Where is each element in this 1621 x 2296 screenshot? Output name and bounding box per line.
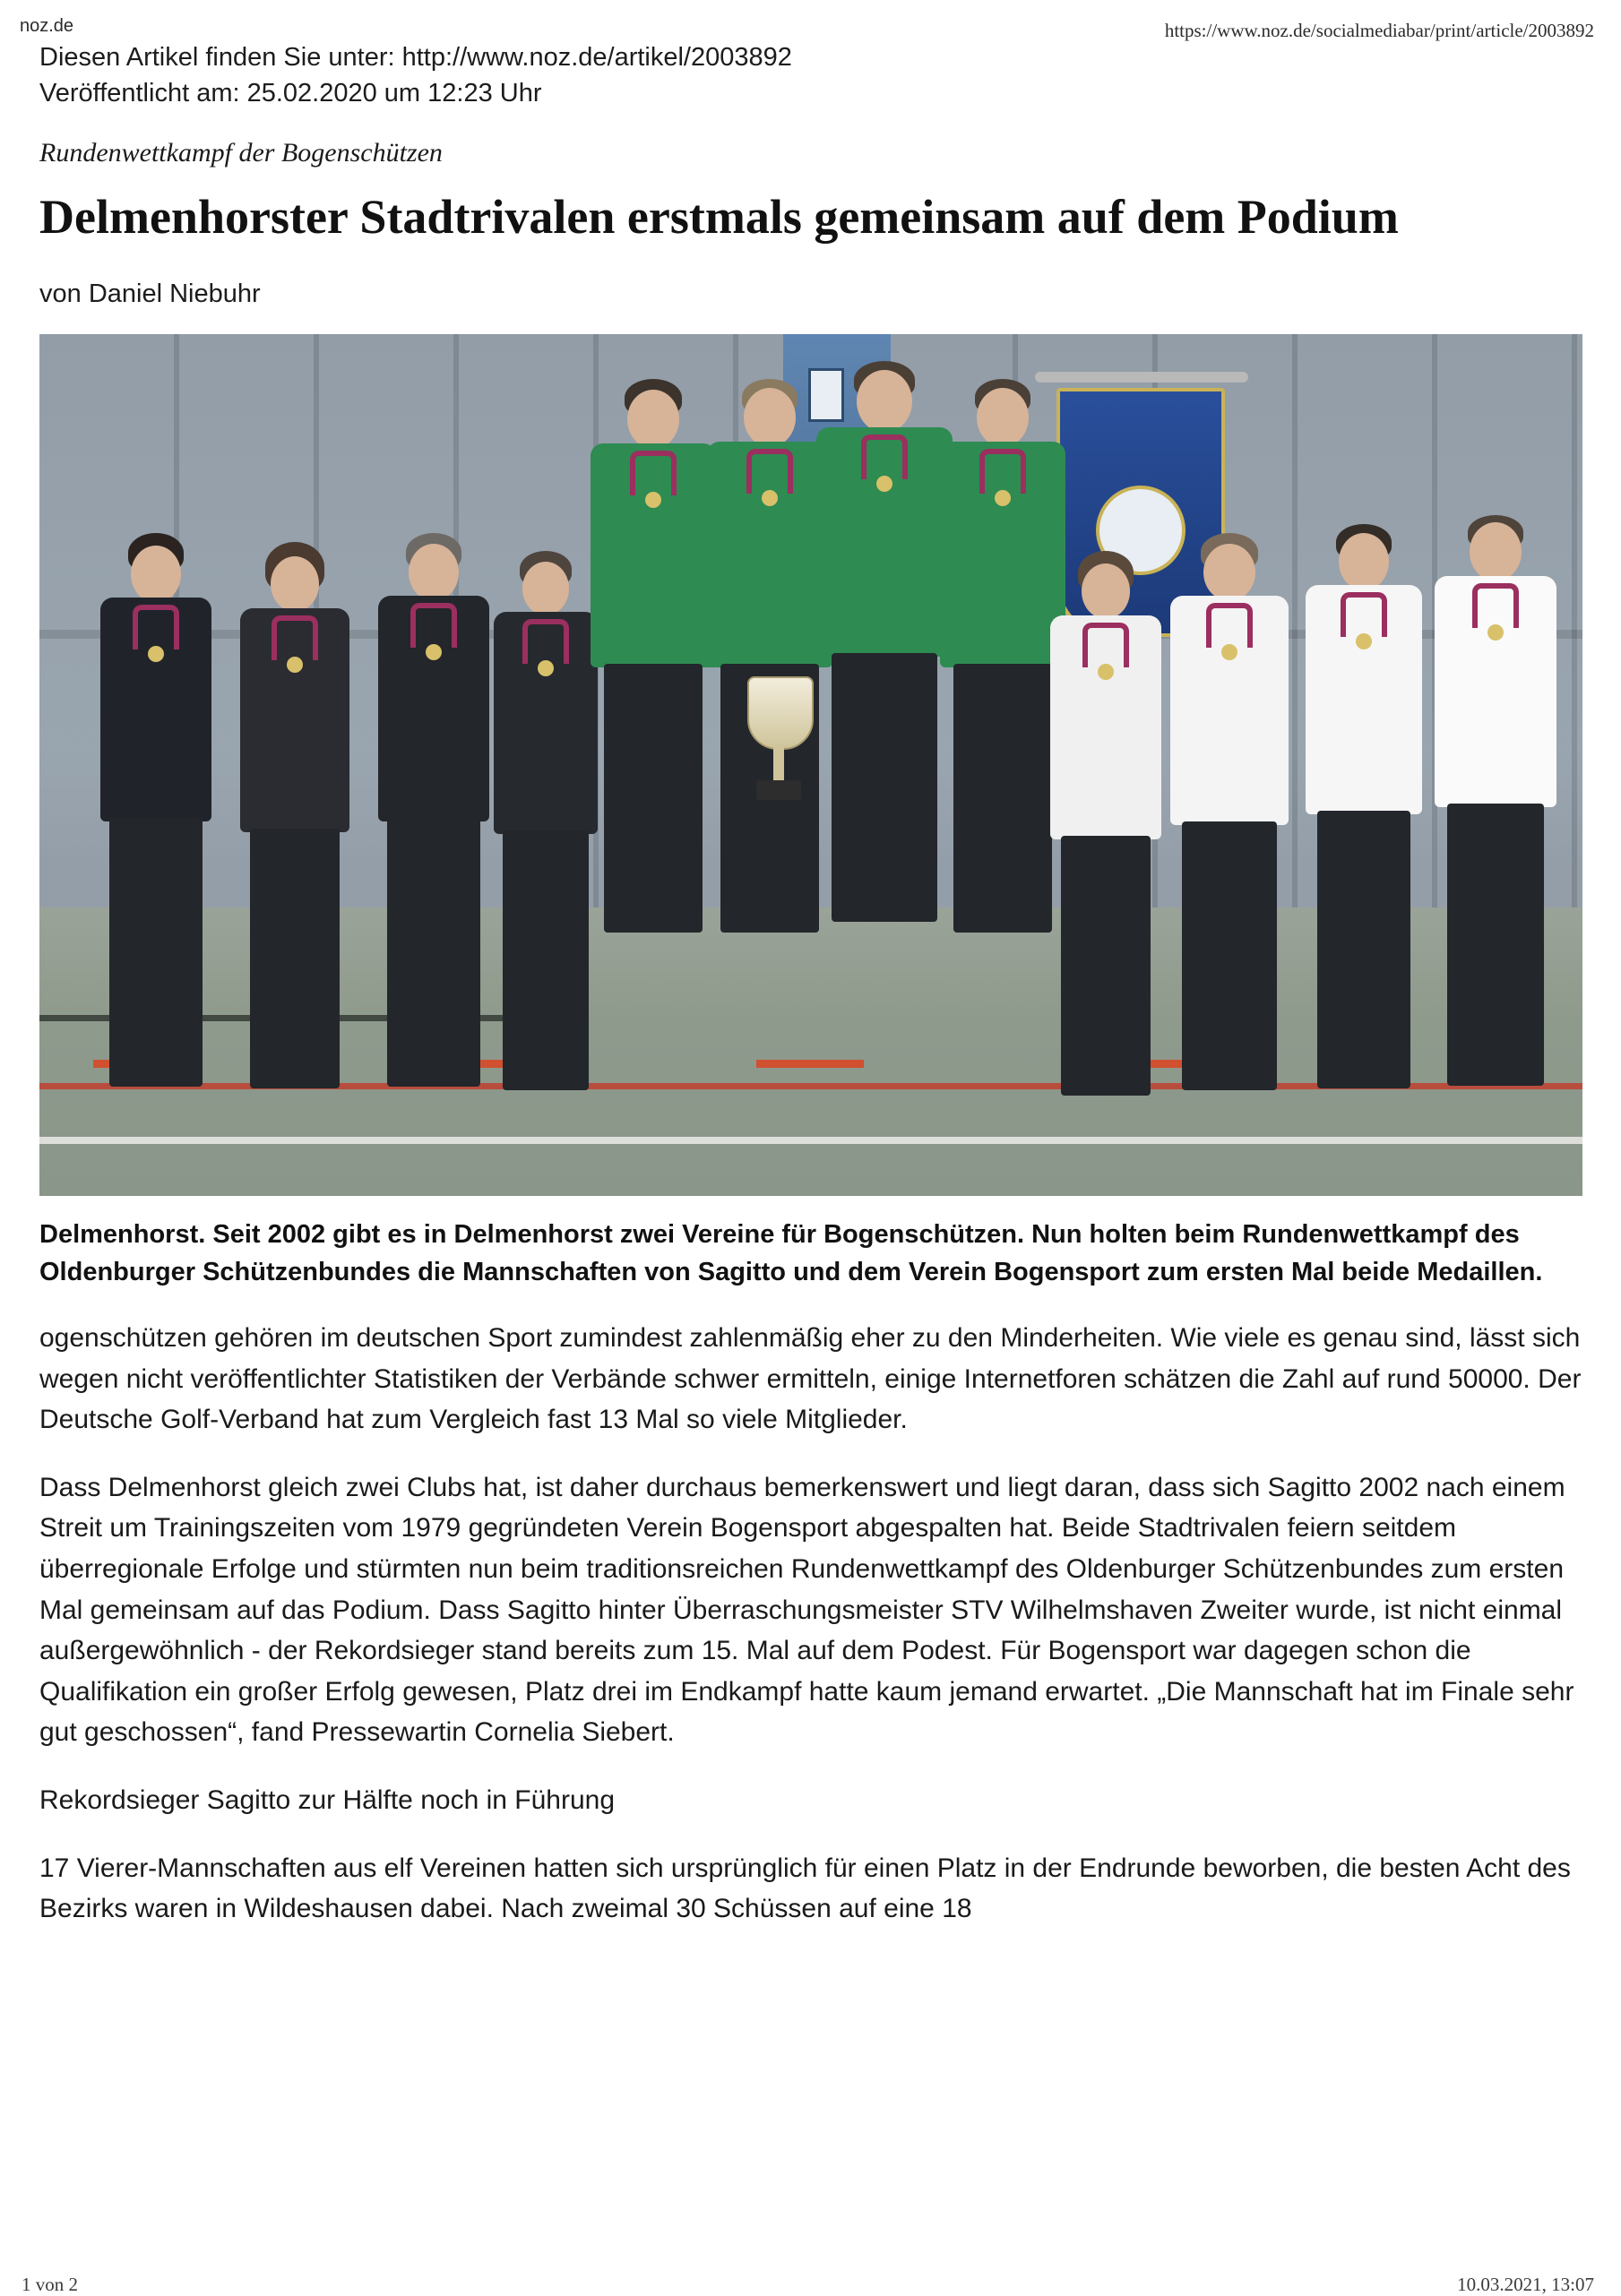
article-paragraph: ogenschützen gehören im deutschen Sport zumindest zahlenmäßig eher zu den Minderheiten. Wie viele es genau sind, lässt sich wegen nicht veröffentlichter Statistiken der Verbände schwer ermitteln, einige Internetforen schätzen die Zahl auf rund 50000. Der Deutsche Golf-Verband hat zum Vergleich fast 13 Mal so viele Mitglieder. <box>39 1323 1582 1435</box>
article-published-line: Veröffentlicht am: 25.02.2020 um 12:23 Uhr <box>39 79 542 108</box>
trophy-cup <box>747 676 814 750</box>
person <box>371 533 496 1088</box>
print-header-url: https://www.noz.de/socialmediabar/print/article/2003892 <box>1164 20 1594 41</box>
article-paragraph: Dass Delmenhorst gleich zwei Clubs hat, ist daher durchaus bemerkenswert und liegt daran, dass sich Sagitto 2002 nach einem Streit um Trainingszeiten vom 1979 gegründeten Verein Bogensport abgespalten hat. Beide Stadtrivalen feiern seitdem überregionale Erfolge und stürmten nun beim traditionsreichen Rundenwettkampf des Oldenburger Schützenbundes zum ersten Mal gemeinsam auf das Podium. Dass Sagitto hinter Überraschungsmeister STV Wilhelmshaven Zweiter wurde, ist nicht einmal außergewöhnlich - der Rekordsieger stand bereits zum 15. Mal auf dem Podest. Für Bogensport war dagegen schon die Qualifikation ein großer Erfolg gewesen, Platz drei im Endkampf hatte kaum jemand erwartet. „Die Mannschaft hat im Finale sehr gut geschossen“, fand Pressewartin Cornelia Siebert. <box>39 1472 1574 1748</box>
footer-page-label: 1 von 2 <box>22 2274 78 2295</box>
trophy <box>747 676 810 811</box>
page-title: Delmenhorster Stadtrivalen erstmals gemeinsam auf dem Podium <box>39 190 1399 245</box>
person <box>93 533 219 1088</box>
article-subheading: Rekordsieger Sagitto zur Hälfte noch in Führung <box>39 1784 616 1815</box>
article-kicker: Rundenwettkampf der Bogenschützen <box>39 138 443 168</box>
person <box>1164 533 1294 1088</box>
person <box>1043 551 1168 1088</box>
floor-line-white <box>39 1137 1582 1144</box>
article-photo <box>39 334 1582 1196</box>
article-byline: von Daniel Niebuhr <box>39 279 261 308</box>
trophy-stem <box>773 746 784 782</box>
print-header-site: noz.de <box>20 16 74 36</box>
person <box>232 542 358 1088</box>
trophy-base <box>756 780 801 800</box>
print-header <box>0 16 1621 47</box>
person <box>1428 515 1563 1088</box>
article-source-line: Diesen Artikel finden Sie unter: http://www.noz.de/artikel/2003892 <box>39 43 792 72</box>
floor-dash <box>756 1060 864 1068</box>
person-podium <box>586 379 720 1006</box>
photo-caption: Delmenhorst. Seit 2002 gibt es in Delmenhorst zwei Vereine für Bogenschützen. Nun holten beim Rundenwettkampf des Oldenburger Schützenbundes die Mannschaften von Sagitto und dem Verein Bogensport zum ersten Mal beide Medaillen. <box>39 1219 1543 1286</box>
person <box>1298 524 1428 1088</box>
article-paragraph: 17 Vierer-Mannschaften aus elf Vereinen hatten sich ursprünglich für einen Platz in der Endrunde beworben, die besten Acht des Bezirks waren in Wildeshausen dabei. Nach zweimal 30 Schüssen auf eine 18 <box>39 1853 1571 1924</box>
footer-print-date: 10.03.2021, 13:07 <box>1457 2274 1594 2295</box>
